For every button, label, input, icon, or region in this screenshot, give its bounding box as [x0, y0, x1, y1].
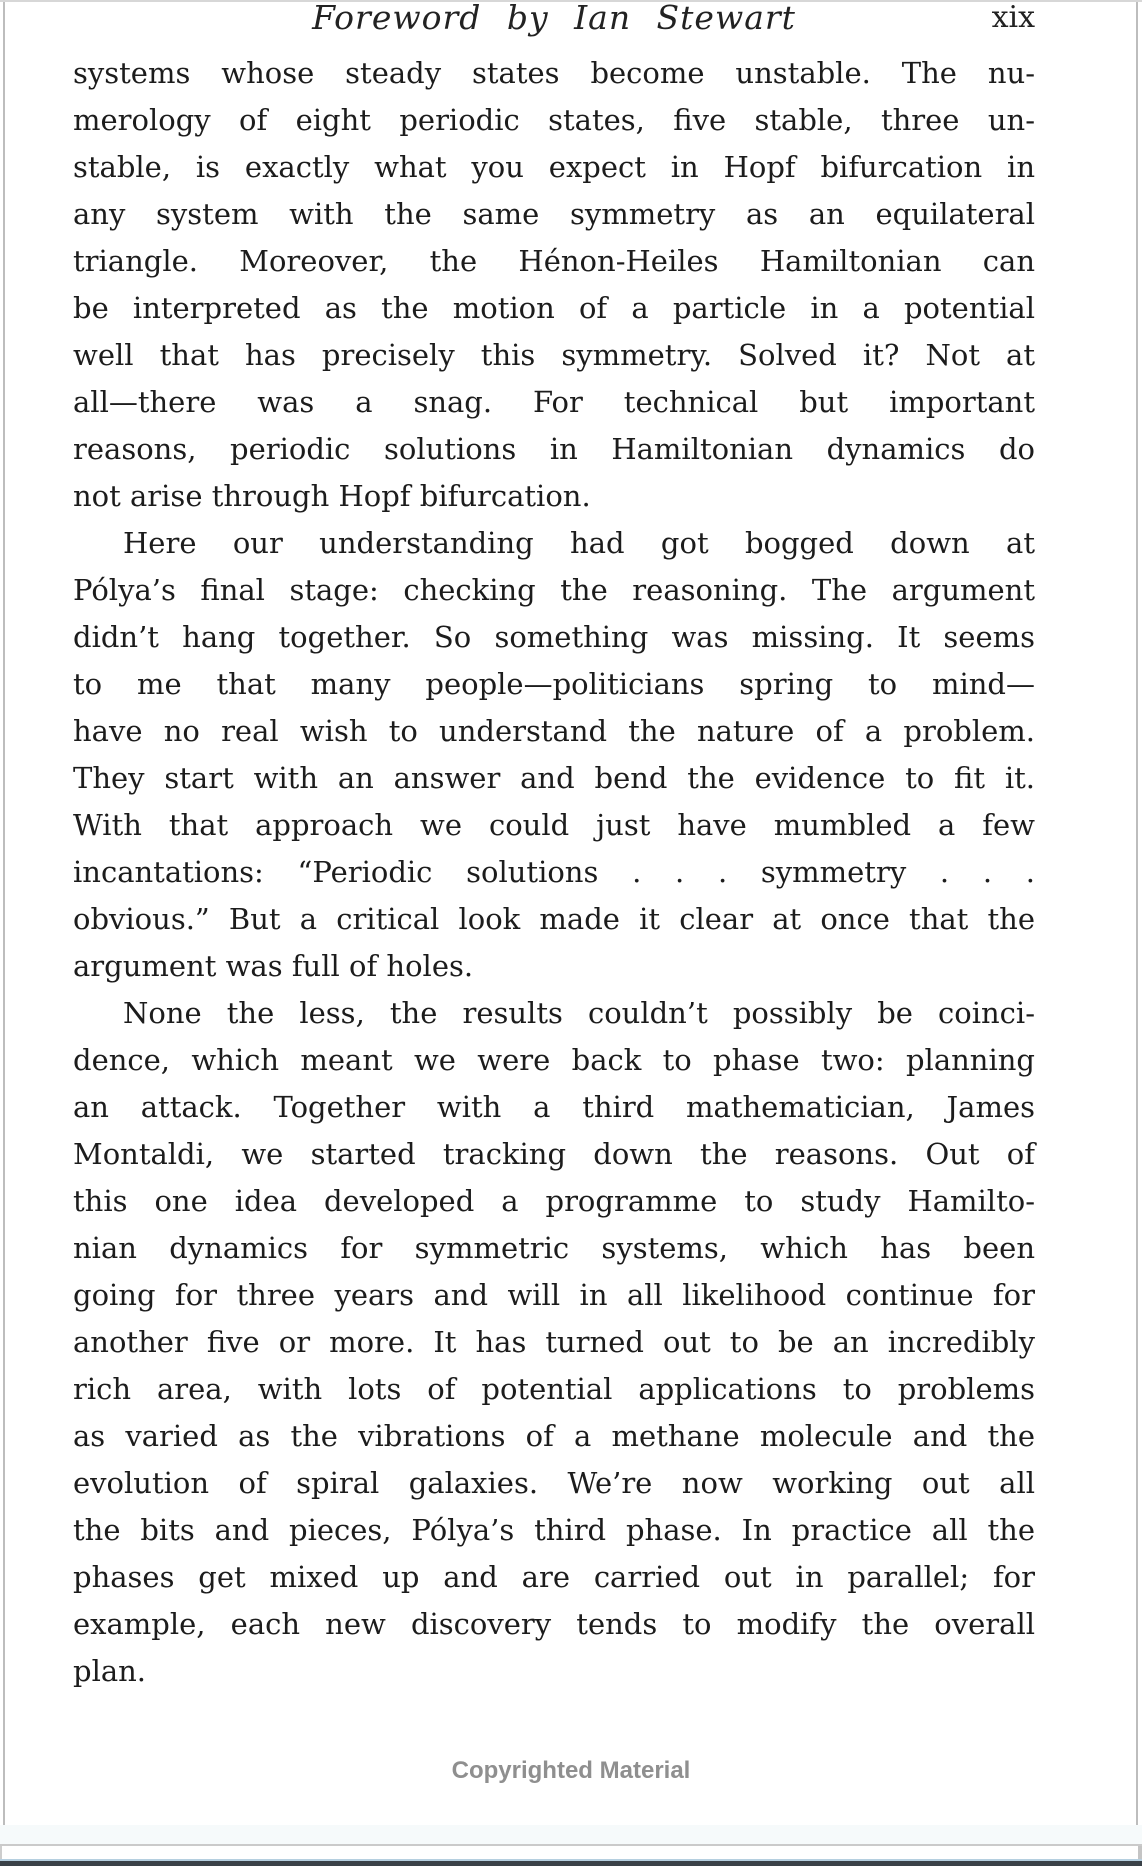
text-line: Here our understanding had got bogged down at	[123, 526, 1035, 560]
text-line: any system with the same symmetry as an equilateral	[73, 197, 1035, 231]
text-line: not arise through Hopf bifurcation.	[73, 479, 591, 513]
text-line: didn’t hang together. So something was missing. It seems	[73, 620, 1035, 654]
text-line: With that approach we could just have mumbled a few	[73, 808, 1035, 842]
running-head	[73, 2, 1035, 36]
text-line: an attack. Together with a third mathematician, James	[73, 1090, 1035, 1124]
text-line: stable, is exactly what you expect in Hopf bifurcation in	[73, 150, 1035, 184]
viewer-bottom-dark-band	[0, 1861, 1142, 1866]
text-line: another five or more. It has turned out to be an incredibly	[73, 1325, 1035, 1359]
text-line: merology of eight periodic states, five stable, three un-	[73, 103, 1035, 137]
paragraph	[73, 990, 1035, 1695]
text-line: Pólya’s final stage: checking the reasoning. The argument	[73, 573, 1035, 607]
running-head-title: Foreword by Ian Stewart	[312, 0, 796, 37]
text-line: systems whose steady states become unstable. The nu-	[73, 56, 1035, 90]
text-line: have no real wish to understand the nature of a problem.	[73, 714, 1035, 748]
text-line: going for three years and will in all likelihood continue for	[73, 1278, 1035, 1312]
text-line: to me that many people—politicians spring to mind—	[73, 667, 1035, 701]
viewer-bottom-band-white	[0, 1846, 1142, 1859]
text-line: the bits and pieces, Pólya’s third phase. In practice all the	[73, 1513, 1035, 1547]
paragraph	[73, 50, 1035, 520]
text-line: as varied as the vibrations of a methane molecule and the	[73, 1419, 1035, 1453]
text-line: None the less, the results couldn’t possibly be coinci-	[123, 996, 1035, 1030]
paragraph	[73, 520, 1035, 990]
page-left-edge-line	[3, 2, 5, 1827]
text-line: reasons, periodic solutions in Hamiltonian dynamics do	[73, 432, 1035, 466]
page-number: xix	[991, 0, 1035, 35]
text-line: example, each new discovery tends to modify the overall	[73, 1607, 1035, 1641]
text-line: triangle. Moreover, the Hénon-Heiles Hamiltonian can	[73, 244, 1035, 278]
text-line: Montaldi, we started tracking down the reasons. Out of	[73, 1137, 1035, 1171]
text-line: all—there was a snag. For technical but important	[73, 385, 1035, 419]
viewer-bottom-band-light	[0, 1825, 1142, 1844]
text-line: dence, which meant we were back to phase two: planning	[73, 1043, 1035, 1077]
text-line: argument was full of holes.	[73, 949, 474, 983]
text-line: evolution of spiral galaxies. We’re now working out all	[73, 1466, 1035, 1500]
text-line: phases get mixed up and are carried out in parallel; for	[73, 1560, 1035, 1594]
text-line: rich area, with lots of potential applications to problems	[73, 1372, 1035, 1406]
text-line: be interpreted as the motion of a particle in a potential	[73, 291, 1035, 325]
text-line: obvious.” But a critical look made it clear at once that the	[73, 902, 1035, 936]
body-text	[73, 50, 1035, 1695]
text-line: incantations: “Periodic solutions . . . symmetry . . .	[73, 855, 1035, 889]
page-right-edge-line	[1136, 2, 1138, 1827]
text-line: plan.	[73, 1654, 147, 1688]
copyright-notice: Copyrighted Material	[451, 1757, 691, 1784]
text-line: this one idea developed a programme to study Hamilto-	[73, 1184, 1035, 1218]
text-line: They start with an answer and bend the evidence to fit it.	[73, 761, 1035, 795]
text-line: nian dynamics for symmetric systems, which has been	[73, 1231, 1035, 1265]
text-line: well that has precisely this symmetry. Solved it? Not at	[73, 338, 1035, 372]
